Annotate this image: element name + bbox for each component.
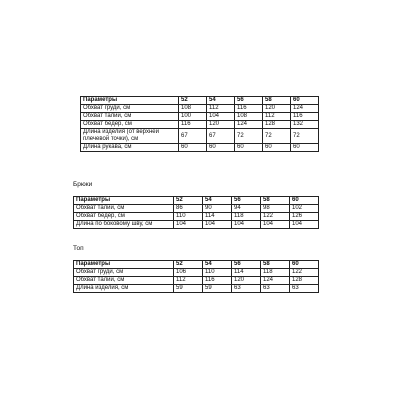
- table-cell: 100: [179, 113, 207, 121]
- table-cell: 122: [261, 213, 290, 221]
- row-label: Обхват талии, см: [74, 205, 174, 213]
- size-table-top: [73, 260, 319, 293]
- header-cell: 58: [263, 97, 291, 105]
- row-label: Обхват талии, см: [74, 277, 174, 285]
- table-cell: 104: [203, 221, 232, 229]
- header-cell: Параметры: [81, 97, 179, 105]
- table-cell: 60: [207, 144, 235, 152]
- table-cell: 120: [232, 277, 261, 285]
- header-cell: Параметры: [74, 261, 174, 269]
- table-cell: 128: [263, 121, 291, 129]
- table-cell: 112: [174, 277, 203, 285]
- header-cell: 56: [232, 261, 261, 269]
- table-header-row: [81, 97, 319, 105]
- header-cell: 54: [203, 261, 232, 269]
- row-label: Обхват бедер, см: [81, 121, 179, 129]
- table-cell: 110: [203, 269, 232, 277]
- table-cell: 104: [174, 221, 203, 229]
- table-cell: 110: [174, 213, 203, 221]
- table-row: [74, 205, 319, 213]
- table-cell: 67: [207, 129, 235, 144]
- table-cell: 60: [291, 144, 319, 152]
- table-cell: 120: [207, 121, 235, 129]
- table-header-row: [74, 197, 319, 205]
- row-label: Длина изделия, см: [74, 285, 174, 293]
- table-cell: 116: [291, 113, 319, 121]
- table-cell: 60: [179, 144, 207, 152]
- header-cell: 52: [174, 261, 203, 269]
- header-cell: 54: [207, 97, 235, 105]
- row-label: Обхват бедер, см: [74, 213, 174, 221]
- table-cell: 108: [179, 105, 207, 113]
- table-cell: 126: [290, 213, 319, 221]
- table-row: [74, 269, 319, 277]
- table-row: [81, 144, 319, 152]
- header-cell: 58: [261, 261, 290, 269]
- header-cell: 54: [203, 197, 232, 205]
- table-row: [74, 221, 319, 229]
- table-cell: 124: [235, 121, 263, 129]
- table-row: [74, 277, 319, 285]
- table-cell: 108: [235, 113, 263, 121]
- table-row: [74, 285, 319, 293]
- table-cell: 118: [261, 269, 290, 277]
- table-cell: 104: [207, 113, 235, 121]
- table-row: [81, 129, 319, 144]
- table-cell: 59: [174, 285, 203, 293]
- table-row: [74, 213, 319, 221]
- header-cell: 60: [290, 197, 319, 205]
- row-label: Обхват груди, см: [81, 105, 179, 113]
- table-row: [81, 113, 319, 121]
- section-title-trousers: Брюки: [73, 181, 93, 188]
- row-label: Длина рукава, см: [81, 144, 179, 152]
- table-cell: 116: [179, 121, 207, 129]
- table-cell: 114: [232, 269, 261, 277]
- table-cell: 120: [263, 105, 291, 113]
- size-table-main: [80, 96, 319, 152]
- row-label: Длина по боковому шву, см: [74, 221, 174, 229]
- row-label: Обхват талии, см: [81, 113, 179, 121]
- table-cell: 60: [263, 144, 291, 152]
- table-cell: 86: [174, 205, 203, 213]
- row-label: Длина изделия (от верхней плечевой точки), см: [81, 129, 179, 144]
- table-cell: 124: [291, 105, 319, 113]
- header-cell: 56: [232, 197, 261, 205]
- section-title-top: Топ: [73, 245, 84, 252]
- table-cell: 112: [263, 113, 291, 121]
- table-cell: 104: [290, 221, 319, 229]
- table-cell: 63: [232, 285, 261, 293]
- header-cell: Параметры: [74, 197, 174, 205]
- table-cell: 106: [174, 269, 203, 277]
- table-cell: 72: [235, 129, 263, 144]
- table-cell: 59: [203, 285, 232, 293]
- header-cell: 60: [291, 97, 319, 105]
- header-cell: 58: [261, 197, 290, 205]
- table-cell: 124: [261, 277, 290, 285]
- table-header-row: [74, 261, 319, 269]
- table-cell: 122: [290, 269, 319, 277]
- table-cell: 114: [203, 213, 232, 221]
- table-cell: 102: [290, 205, 319, 213]
- table-cell: 60: [235, 144, 263, 152]
- table-cell: 112: [207, 105, 235, 113]
- table-cell: 104: [232, 221, 261, 229]
- table-row: [81, 121, 319, 129]
- table-cell: 132: [291, 121, 319, 129]
- size-table-trousers: [73, 196, 319, 229]
- header-cell: 60: [290, 261, 319, 269]
- table-cell: 72: [291, 129, 319, 144]
- table-cell: 116: [235, 105, 263, 113]
- table-cell: 98: [261, 205, 290, 213]
- header-cell: 52: [179, 97, 207, 105]
- table-row: [81, 105, 319, 113]
- table-cell: 63: [290, 285, 319, 293]
- table-cell: 128: [290, 277, 319, 285]
- header-cell: 56: [235, 97, 263, 105]
- table-cell: 72: [263, 129, 291, 144]
- table-cell: 118: [232, 213, 261, 221]
- table-cell: 104: [261, 221, 290, 229]
- table-cell: 116: [203, 277, 232, 285]
- table-cell: 63: [261, 285, 290, 293]
- table-cell: 94: [232, 205, 261, 213]
- table-cell: 67: [179, 129, 207, 144]
- row-label: Обхват груди, см: [74, 269, 174, 277]
- table-cell: 90: [203, 205, 232, 213]
- header-cell: 52: [174, 197, 203, 205]
